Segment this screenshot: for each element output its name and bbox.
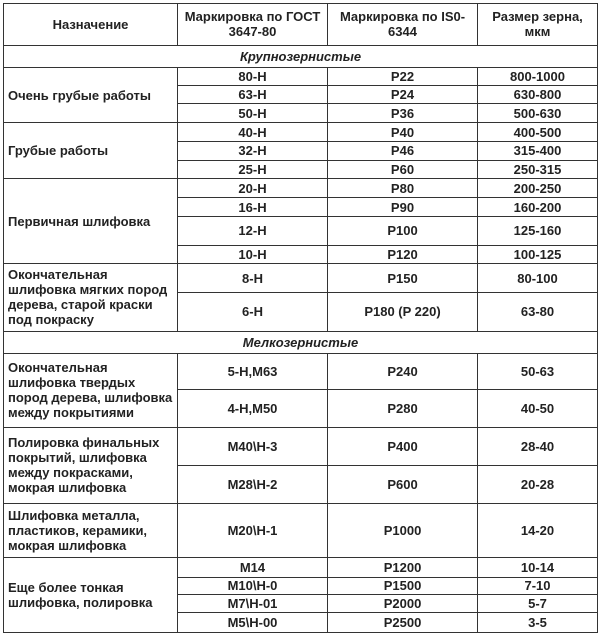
grain-size-cell: 125-160 (478, 216, 598, 245)
grain-size-cell: 28-40 (478, 427, 598, 466)
grain-size-cell: 50-63 (478, 353, 598, 389)
gost-mark-cell: 32-Н (178, 141, 328, 160)
grain-size-cell: 100-125 (478, 245, 598, 264)
table-body (4, 4, 598, 633)
gost-mark-cell: 25-Н (178, 160, 328, 179)
grain-size-cell: 20-28 (478, 466, 598, 504)
purpose-cell: Грубые работы (4, 123, 178, 179)
table-row (4, 353, 598, 389)
table-row (4, 264, 598, 293)
iso-mark-cell: P1200 (328, 557, 478, 577)
gost-mark-cell: 63-Н (178, 85, 328, 104)
gost-mark-cell: 10-Н (178, 245, 328, 264)
iso-mark-cell: P400 (328, 427, 478, 466)
gost-mark-cell: М10\Н-0 (178, 577, 328, 595)
iso-mark-cell: P60 (328, 160, 478, 179)
grain-size-cell: 800-1000 (478, 67, 598, 85)
section-title: Крупнозернистые (4, 45, 598, 67)
iso-mark-cell: P80 (328, 179, 478, 198)
iso-mark-cell: P1000 (328, 503, 478, 557)
iso-mark-cell: P600 (328, 466, 478, 504)
iso-mark-cell: P2500 (328, 612, 478, 632)
iso-mark-cell: P36 (328, 104, 478, 123)
grain-size-cell: 5-7 (478, 595, 598, 613)
iso-mark-cell: P150 (328, 264, 478, 293)
table-row (4, 427, 598, 466)
grain-size-cell: 40-50 (478, 390, 598, 428)
iso-mark-cell: P40 (328, 123, 478, 142)
purpose-cell: Полировка финальных покрытий, шлифовка между покрасками, мокрая шлифовка (4, 427, 178, 503)
grain-size-cell: 250-315 (478, 160, 598, 179)
gost-mark-cell: 4-Н,М50 (178, 390, 328, 428)
iso-mark-cell: P2000 (328, 595, 478, 613)
grain-size-cell: 3-5 (478, 612, 598, 632)
grain-size-cell: 7-10 (478, 577, 598, 595)
grain-size-cell: 160-200 (478, 198, 598, 217)
gost-mark-cell: 20-Н (178, 179, 328, 198)
section-row (4, 331, 598, 353)
gost-mark-cell: М7\Н-01 (178, 595, 328, 613)
header-gost: Маркировка по ГОСТ 3647-80 (178, 4, 328, 46)
table-row (4, 67, 598, 85)
gost-mark-cell: 12-Н (178, 216, 328, 245)
iso-mark-cell: P46 (328, 141, 478, 160)
purpose-cell: Окончательная шлифовка твердых пород дерева, шлифовка между покрытиями (4, 353, 178, 427)
gost-mark-cell: 8-Н (178, 264, 328, 293)
grain-size-cell: 14-20 (478, 503, 598, 557)
gost-mark-cell: М14 (178, 557, 328, 577)
section-row (4, 45, 598, 67)
purpose-cell: Шлифовка металла, пластиков, керамики, мокрая шлифовка (4, 503, 178, 557)
gost-mark-cell: 6-Н (178, 293, 328, 331)
gost-mark-cell: М28\Н-2 (178, 466, 328, 504)
grain-size-cell: 500-630 (478, 104, 598, 123)
grain-size-cell: 80-100 (478, 264, 598, 293)
table-row (4, 557, 598, 577)
iso-mark-cell: P22 (328, 67, 478, 85)
iso-mark-cell: P280 (328, 390, 478, 428)
purpose-cell: Еще более тонкая шлифовка, полировка (4, 557, 178, 632)
iso-mark-cell: P180 (P 220) (328, 293, 478, 331)
header-purpose: Назначение (4, 4, 178, 46)
iso-mark-cell: P240 (328, 353, 478, 389)
gost-mark-cell: М40\Н-3 (178, 427, 328, 466)
purpose-cell: Окончательная шлифовка мягких пород дерева, старой краски под покраску (4, 264, 178, 331)
header-iso: Маркировка по IS0-6344 (328, 4, 478, 46)
table-row (4, 179, 598, 198)
grain-size-cell: 63-80 (478, 293, 598, 331)
abrasive-grit-table (3, 3, 598, 633)
gost-mark-cell: 5-Н,М63 (178, 353, 328, 389)
grain-size-cell: 200-250 (478, 179, 598, 198)
gost-mark-cell: М5\Н-00 (178, 612, 328, 632)
iso-mark-cell: P90 (328, 198, 478, 217)
purpose-cell: Первичная шлифовка (4, 179, 178, 264)
section-title: Мелкозернистые (4, 331, 598, 353)
gost-mark-cell: М20\Н-1 (178, 503, 328, 557)
grain-size-cell: 315-400 (478, 141, 598, 160)
iso-mark-cell: P100 (328, 216, 478, 245)
table-row (4, 503, 598, 557)
header-row (4, 4, 598, 46)
gost-mark-cell: 80-Н (178, 67, 328, 85)
table-row (4, 123, 598, 142)
gost-mark-cell: 40-Н (178, 123, 328, 142)
gost-mark-cell: 50-Н (178, 104, 328, 123)
header-grain-size: Размер зерна, мкм (478, 4, 598, 46)
iso-mark-cell: P1500 (328, 577, 478, 595)
purpose-cell: Очень грубые работы (4, 67, 178, 122)
grain-size-cell: 400-500 (478, 123, 598, 142)
gost-mark-cell: 16-Н (178, 198, 328, 217)
grain-size-cell: 630-800 (478, 85, 598, 104)
iso-mark-cell: P24 (328, 85, 478, 104)
grain-size-cell: 10-14 (478, 557, 598, 577)
iso-mark-cell: P120 (328, 245, 478, 264)
